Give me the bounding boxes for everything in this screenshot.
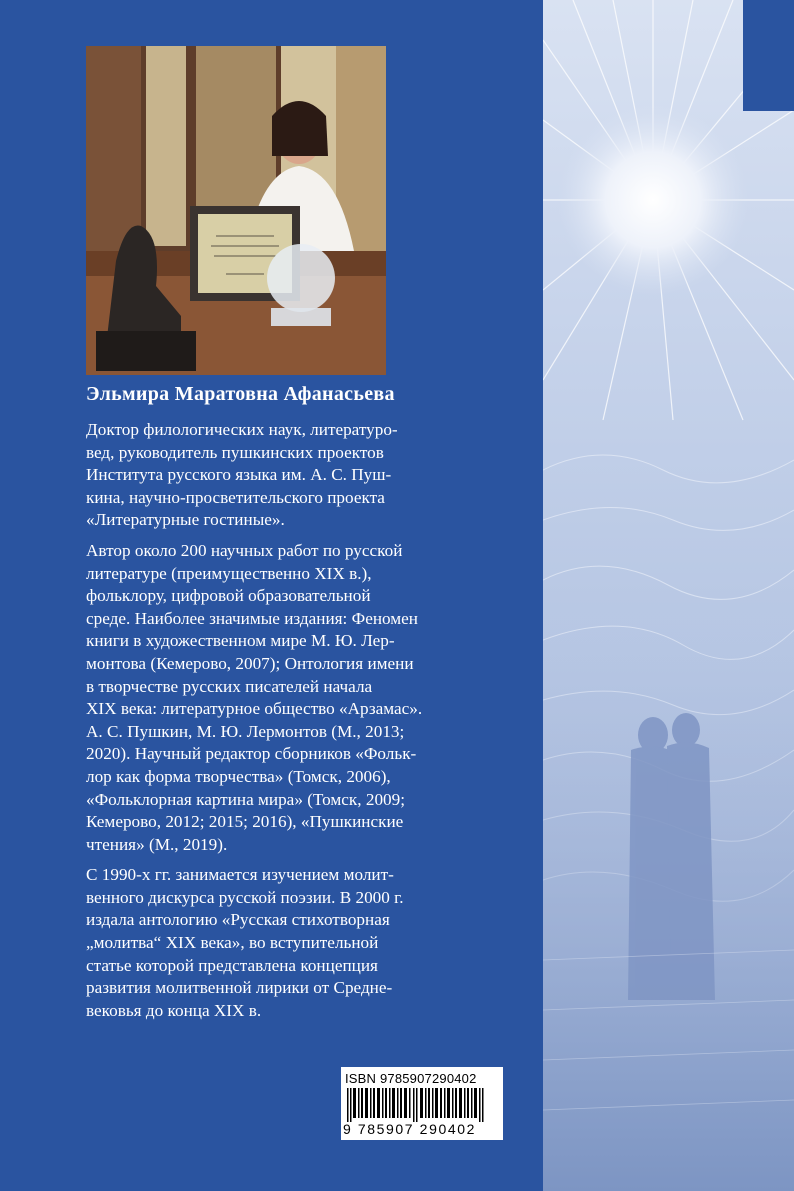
author-biography xyxy=(86,419,534,1030)
author-photo-image xyxy=(86,46,386,375)
barcode-bars xyxy=(347,1088,497,1122)
author-name: Эльмира Маратовна Афанасьева xyxy=(86,383,395,405)
corner-block xyxy=(743,0,794,111)
isbn-label: ISBN 9785907290402 xyxy=(345,1071,477,1086)
bio-paragraph-2: Автор около 200 научных работ по русской литературе (преимущественно XIX в.), фольклору, цифровой образовательной среде. Наиболее значимые издания: Феномен книги в художественном мире М. Ю. Лер- монтова (Кемерово, 2007); Онтология имени в творчестве русских писателей начала XIX века: литературное общество «Арзамас». А. С. Пушкин, М. Ю. Лермонтов (М., 2013; 2020). Научный редактор сборников «Фольк- лор как форма творчества» (Томск, 2006), «Фольклорная картина мира» (Томск, 2009; Кемерово, 2012; 2015; 2016), «Пушкинские чтения» (М., 2019). xyxy=(86,540,423,854)
engraving-artwork xyxy=(543,0,794,1191)
isbn-barcode xyxy=(341,1067,503,1140)
barcode-digits: 9 785907 290402 xyxy=(343,1121,476,1137)
engraving-illustration xyxy=(543,0,794,1191)
bio-paragraph-1: Доктор филологических наук, литературо- вед, руководитель пушкинских проектов Института русского языка им. А. С. Пуш- кина, научно-просветительского проекта «Литературные гостиные». xyxy=(86,420,398,530)
bio-paragraph-3: С 1990-х гг. занимается изучением молит- венного дискурса русской поэзии. В 2000 г. издала антологию «Русская стихотворная „молитва“ XIX века», во вступительной статье которой представлена концепция развития молитвенной лирики от Средне- вековья до конца XIX в. xyxy=(86,865,404,1020)
author-photo xyxy=(86,46,386,375)
